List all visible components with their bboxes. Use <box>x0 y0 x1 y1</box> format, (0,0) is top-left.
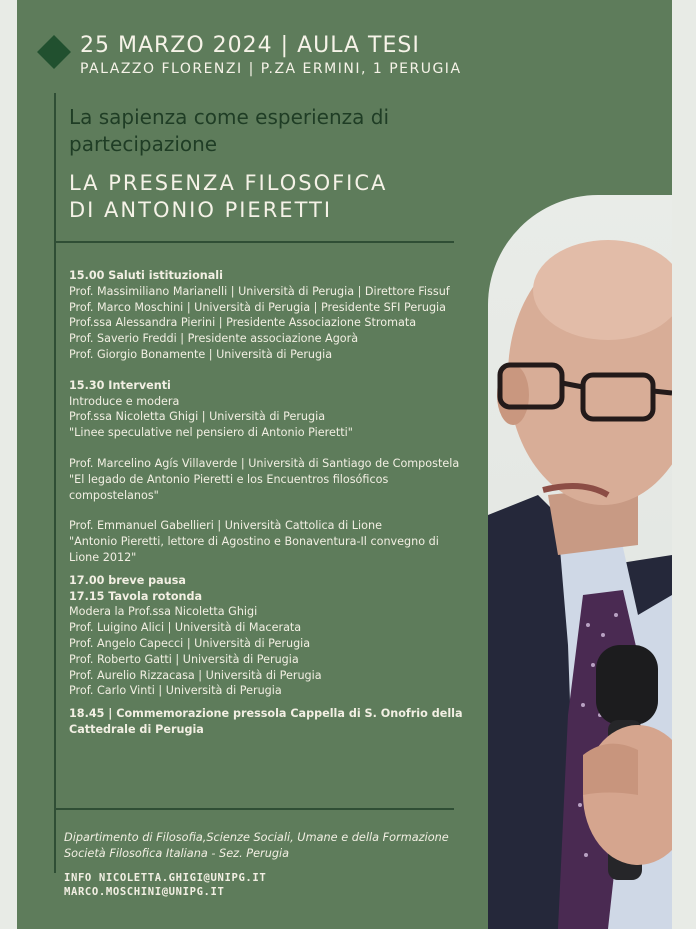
speaker-line: Modera la Prof.ssa Nicoletta Ghigi <box>69 605 258 619</box>
program <box>69 268 519 738</box>
section-heading: 15.00 Saluti istituzionali <box>69 269 223 282</box>
contact-email: MARCO.MOSCHINI@UNIPG.IT <box>64 885 225 898</box>
title-line: DI ANTONIO PIERETTI <box>69 198 333 222</box>
contact-info <box>64 872 266 899</box>
organizer-line: Dipartimento di Filosofia,Scienze Sociali, Umane e della Formazione <box>64 831 449 844</box>
speaker-line: Prof.ssa Alessandra Pierini | Presidente Associazione Stromata <box>69 316 417 330</box>
talk-title: "Linee speculative nel pensiero di Antonio Pieretti" <box>69 426 353 440</box>
diamond-icon <box>37 35 71 69</box>
event-address: PALAZZO FLORENZI | P.ZA ERMINI, 1 PERUGIA <box>80 61 462 77</box>
speaker-line: Prof. Angelo Capecci | Università di Perugia <box>69 636 311 650</box>
poster <box>17 0 672 929</box>
section-heading: Cattedrale di Perugia <box>69 722 204 736</box>
speaker-line: Prof. Massimiliano Marianelli | Università di Perugia | Direttore Fissuf <box>69 284 450 298</box>
contact-email: INFO NICOLETTA.GHIGI@UNIPG.IT <box>64 872 267 884</box>
event-subtitle <box>69 104 459 158</box>
speaker-line: Prof. Carlo Vinti | Università di Perugia <box>69 684 282 698</box>
title-line: LA PRESENZA FILOSOFICA <box>69 171 388 195</box>
talk-title: compostelanos" <box>69 488 159 502</box>
speaker-line: Prof. Roberto Gatti | Università di Perugia <box>69 652 299 666</box>
speaker-line: Prof. Saverio Freddi | Presidente associazione Agorà <box>69 332 359 346</box>
subtitle-line: La sapienza come esperienza di <box>69 105 389 129</box>
speaker-photo <box>488 195 672 929</box>
section-heading: 17.15 Tavola rotonda <box>69 589 203 603</box>
portrait-illustration <box>488 195 672 929</box>
speaker-line: Introduce e modera <box>69 394 180 408</box>
talk-title: "El legado de Antonio Pieretti e los Encuentros filosóficos <box>69 472 389 486</box>
section-heading: 18.45 | Commemorazione pressola Cappella di S. Onofrio della <box>69 707 463 721</box>
talk-title: Lione 2012" <box>69 550 137 564</box>
speaker-line: Prof.ssa Nicoletta Ghigi | Università di Perugia <box>69 410 326 424</box>
speaker-line: Prof. Aurelio Rizzacasa | Università di Perugia <box>69 668 322 682</box>
organizer-line: Società Filosofica Italiana - Sez. Perugia <box>64 846 290 860</box>
organizers <box>64 830 449 861</box>
divider-bottom <box>56 808 454 810</box>
subtitle-line: partecipazione <box>69 132 218 156</box>
talk-title: "Antonio Pieretti, lettore di Agostino e Bonaventura-Il convegno di <box>69 535 439 549</box>
event-title <box>69 170 387 224</box>
section-heading: 15.30 Interventi <box>69 378 171 392</box>
speaker-line: Prof. Marco Moschini | Università di Perugia | Presidente SFI Perugia <box>69 300 447 314</box>
section-heading: 17.00 breve pausa <box>69 573 186 587</box>
speaker-line: Prof. Marcelino Agís Villaverde | Università di Santiago de Compostela <box>69 456 460 470</box>
speaker-line: Prof. Emmanuel Gabellieri | Università Cattolica di Lione <box>69 519 382 533</box>
speaker-line: Prof. Giorgio Bonamente | Università di Perugia <box>69 347 333 361</box>
event-date-venue: 25 MARZO 2024 | AULA TESI <box>80 33 420 58</box>
divider-top <box>56 241 454 243</box>
speaker-line: Prof. Luigino Alici | Università di Macerata <box>69 621 302 635</box>
vertical-divider <box>54 93 56 873</box>
